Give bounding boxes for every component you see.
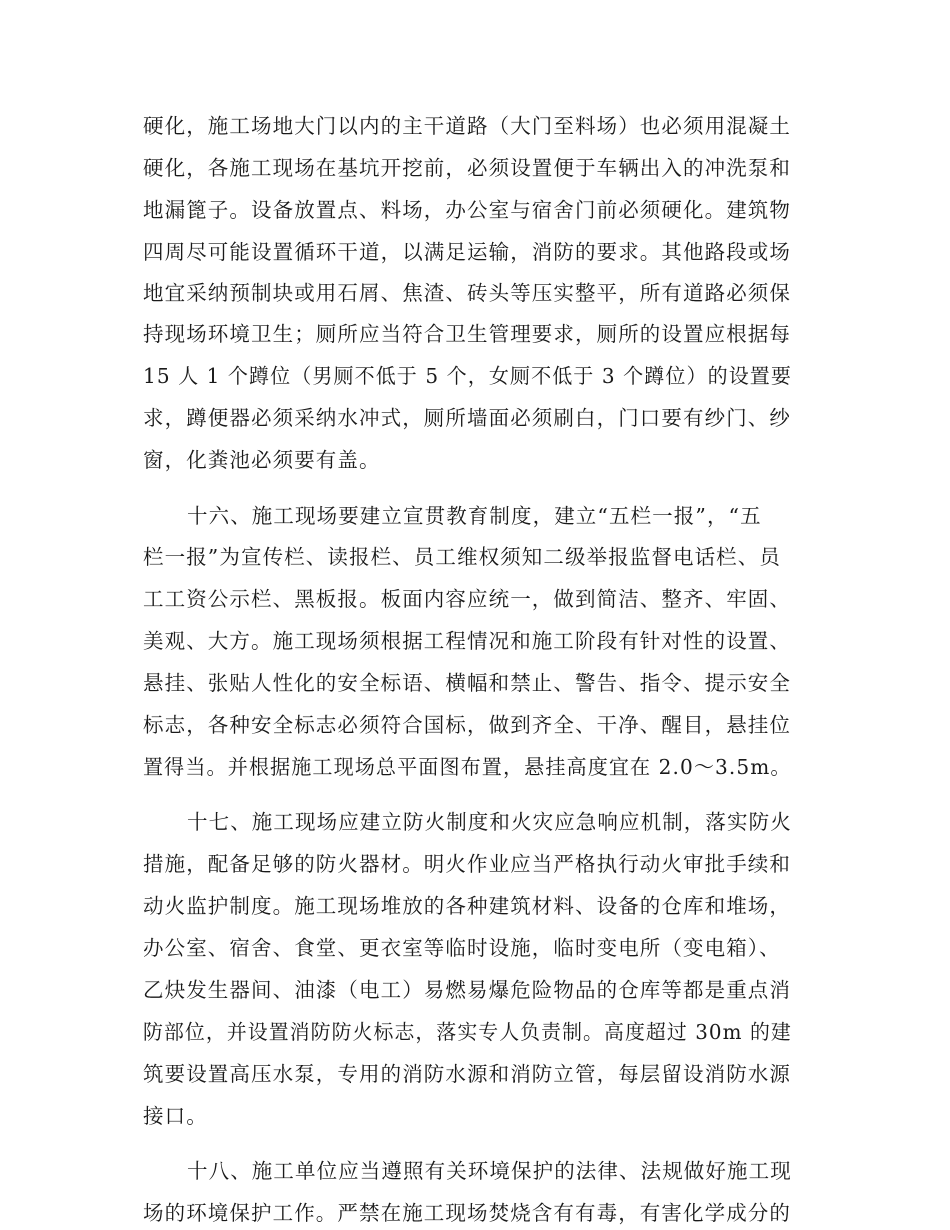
- paragraph-first-line: 十八、施工单位应当遵照有关环境保护的法律、法规做好施工现: [187, 1159, 792, 1184]
- text-line: 接口。: [143, 1103, 208, 1128]
- text-line: 防部位，并设置消防防火标志，落实专人负责制。高度超过 30m 的建: [143, 1019, 792, 1044]
- text-line: 四周尽可能设置循环干道，以满足运输，消防的要求。其他路段或场: [143, 239, 791, 264]
- text-line: 筑要设置高压水泵，专用的消防水源和消防立管，每层留设消防水源: [143, 1061, 791, 1086]
- text-line: 美观、大方。施工现场须根据工程情况和施工阶段有针对性的设置、: [143, 629, 791, 654]
- text-line: 办公室、宿舍、食堂、更衣室等临时设施，临时变电所（变电箱）、: [143, 936, 781, 961]
- text-line: 栏一报”为宣传栏、读报栏、员工维权须知二级举报监督电话栏、员: [143, 545, 781, 570]
- text-line: 乙炔发生器间、油漆（电工）易燃易爆危险物品的仓库等都是重点消: [143, 977, 791, 1002]
- text-line: 地宜采纳预制块或用石屑、焦渣、砖头等压实整平，所有道路必须保: [143, 280, 791, 305]
- text-line: 地漏篦子。设备放置点、料场，办公室与宿舍门前必须硬化。建筑物: [143, 197, 791, 222]
- text-line: 场的环境保护工作。严禁在施工现场焚烧含有有毒，有害化学成分的: [143, 1201, 791, 1225]
- text-line: 动火监护制度。施工现场堆放的各种建筑材料、设备的仓库和堆场，: [143, 894, 791, 919]
- text-line: 工工资公示栏、黑板报。板面内容应统一，做到简洁、整齐、牢固、: [143, 587, 791, 612]
- paragraph-first-line: 十七、施工现场应建立防火制度和火灾应急响应机制，落实防火: [187, 810, 792, 835]
- text-line: 悬挂、张贴人性化的安全标语、横幅和禁止、警告、指令、提示安全: [143, 671, 791, 696]
- text-line: 置得当。并根据施工现场总平面图布置，悬挂高度宜在 2.0～3.5m。: [143, 754, 792, 779]
- text-line: 标志，各种安全标志必须符合国标，做到齐全、干净、醒目，悬挂位: [143, 713, 791, 738]
- text-line: 求，蹲便器必须采纳水冲式，厕所墙面必须刷白，门口要有纱门、纱: [143, 406, 791, 431]
- text-line: 措施，配备足够的防火器材。明火作业应当严格执行动火审批手续和: [143, 852, 791, 877]
- paragraph-first-line: 十六、施工现场要建立宣贯教育制度，建立“五栏一报”，“五: [187, 503, 762, 528]
- text-line: 持现场环境卫生；厕所应当符合卫生管理要求，厕所的设置应根据每: [143, 322, 791, 347]
- text-line: 硬化，施工场地大门以内的主干道路（大门至料场）也必须用混凝土: [143, 114, 791, 138]
- text-line: 窗，化粪池必须要有盖。: [143, 448, 381, 473]
- text-line: 15 人 1 个蹲位（男厕不低于 5 个，女厕不低于 3 个蹲位）的设置要: [143, 364, 793, 389]
- text-line: 硬化，各施工现场在基坑开挖前，必须设置便于车辆出入的冲洗泵和: [143, 155, 791, 180]
